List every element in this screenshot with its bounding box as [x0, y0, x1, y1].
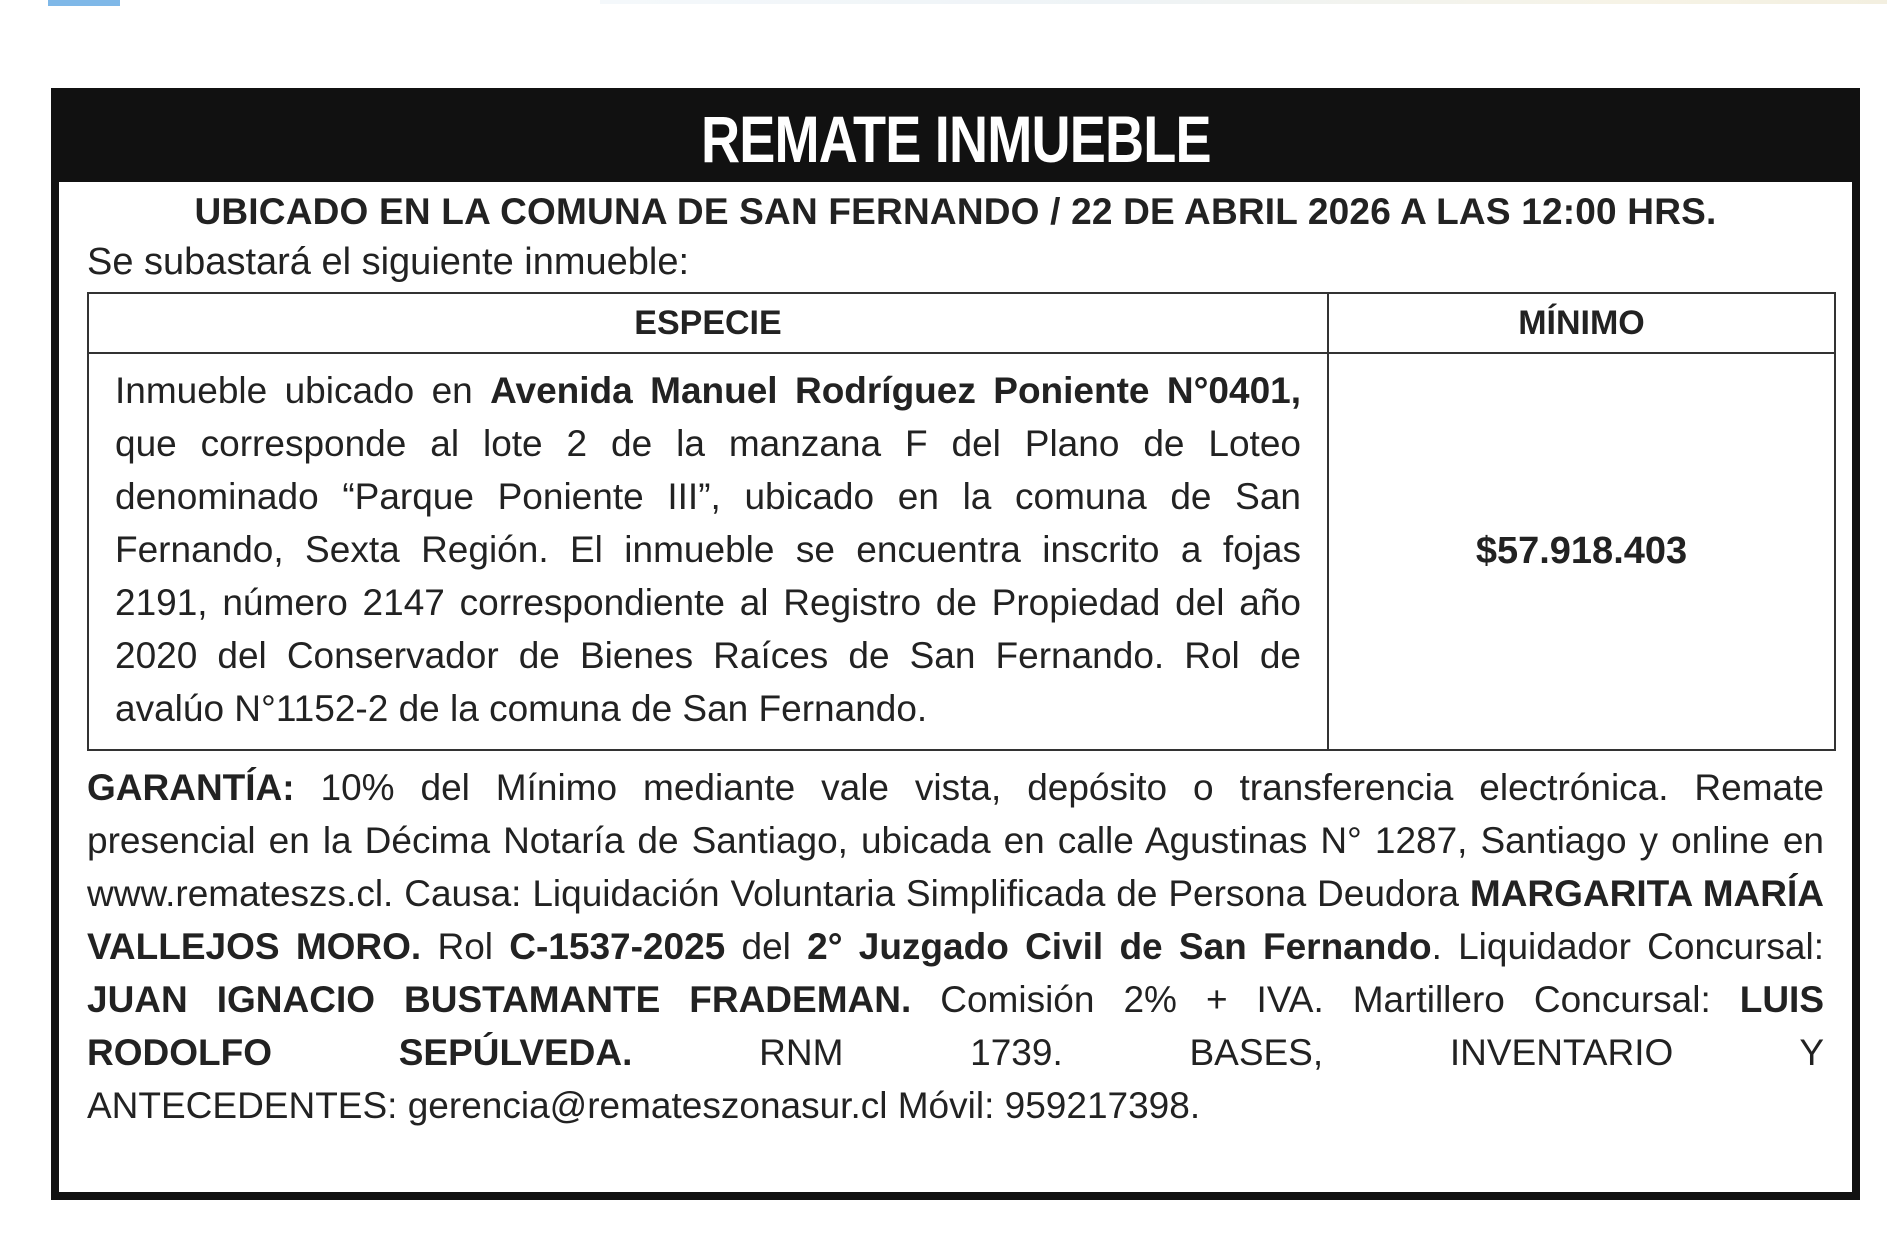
table-row [88, 353, 1835, 750]
details-text-4: . Liquidador Concursal: [1431, 926, 1825, 967]
details-last-line-wrap [87, 1079, 1824, 1132]
auctioneer-name: LUIS RODOLFO SEPÚLVEDA. [87, 979, 1825, 1073]
header-minimo: MÍNIMO [1328, 293, 1835, 353]
notice-subtitle: UBICADO EN LA COMUNA DE SAN FERNANDO / 22 DE ABRIL 2026 A LAS 12:00 HRS. [194, 191, 1717, 232]
debtor-name: MARGARITA MARÍA VALLEJOS MORO. [87, 873, 1824, 967]
auction-notice [51, 88, 1860, 1200]
desc-address: Avenida Manuel Rodríguez Poniente N°0401, [490, 370, 1302, 411]
details-text-1: 10% del Mínimo mediante vale vista, depósito o transferencia electrónica. Remate presencial en la Décima Notaría de Santiago, ubicada en calle Agustinas N° 1287, Santiago y online en www.remateszs.cl. Causa: Liquidación Voluntaria Simplificada de Persona Deudora [87, 767, 1824, 914]
header-band [59, 96, 1852, 182]
auction-details [87, 761, 1824, 1079]
contact-line: ANTECEDENTES: gerencia@remateszonasur.cl Móvil: 959217398. [87, 1085, 1201, 1126]
garantia-label: GARANTÍA: [87, 767, 295, 808]
court-name: 2° Juzgado Civil de San Fernando [807, 926, 1432, 967]
lot-table [87, 292, 1836, 751]
top-strip-right [600, 0, 1887, 4]
notice-content [59, 184, 1852, 1132]
details-text-5: Comisión 2% + IVA. Martillero Concursal: [911, 979, 1740, 1020]
case-rol: C-1537-2025 [509, 926, 726, 967]
desc-prefix: Inmueble ubicado en [115, 370, 491, 411]
notice-intro: Se subastará el siguiente inmueble: [87, 241, 690, 283]
lot-description [88, 353, 1328, 750]
desc-rest: que corresponde al lote 2 de la manzana F del Plano de Loteo denominado “Parque Poniente III”, ubicado en la comuna de San Fernando, Sexta Región. El inmueble se encuentra inscrito a fojas 2191, número 2147 correspondiente al Registro de Propiedad del año 2020 del Conservador de Bienes Raíces de San Fernando. Rol de avalúo N°1152-2 de la comuna de San Fernando. [115, 423, 1301, 729]
liquidator-name: JUAN IGNACIO BUSTAMANTE FRADEMAN. [87, 979, 912, 1020]
top-strip-left [48, 0, 120, 6]
lot-minimum: $57.918.403 [1328, 353, 1835, 750]
details-text-2: Rol [421, 926, 510, 967]
details-text-6: RNM 1739. BASES, INVENTARIO Y [632, 1032, 1824, 1073]
details-text-3: del [725, 926, 808, 967]
table-header-row [88, 293, 1835, 353]
header-especie: ESPECIE [88, 293, 1328, 353]
notice-title: REMATE INMUEBLE [700, 102, 1211, 176]
